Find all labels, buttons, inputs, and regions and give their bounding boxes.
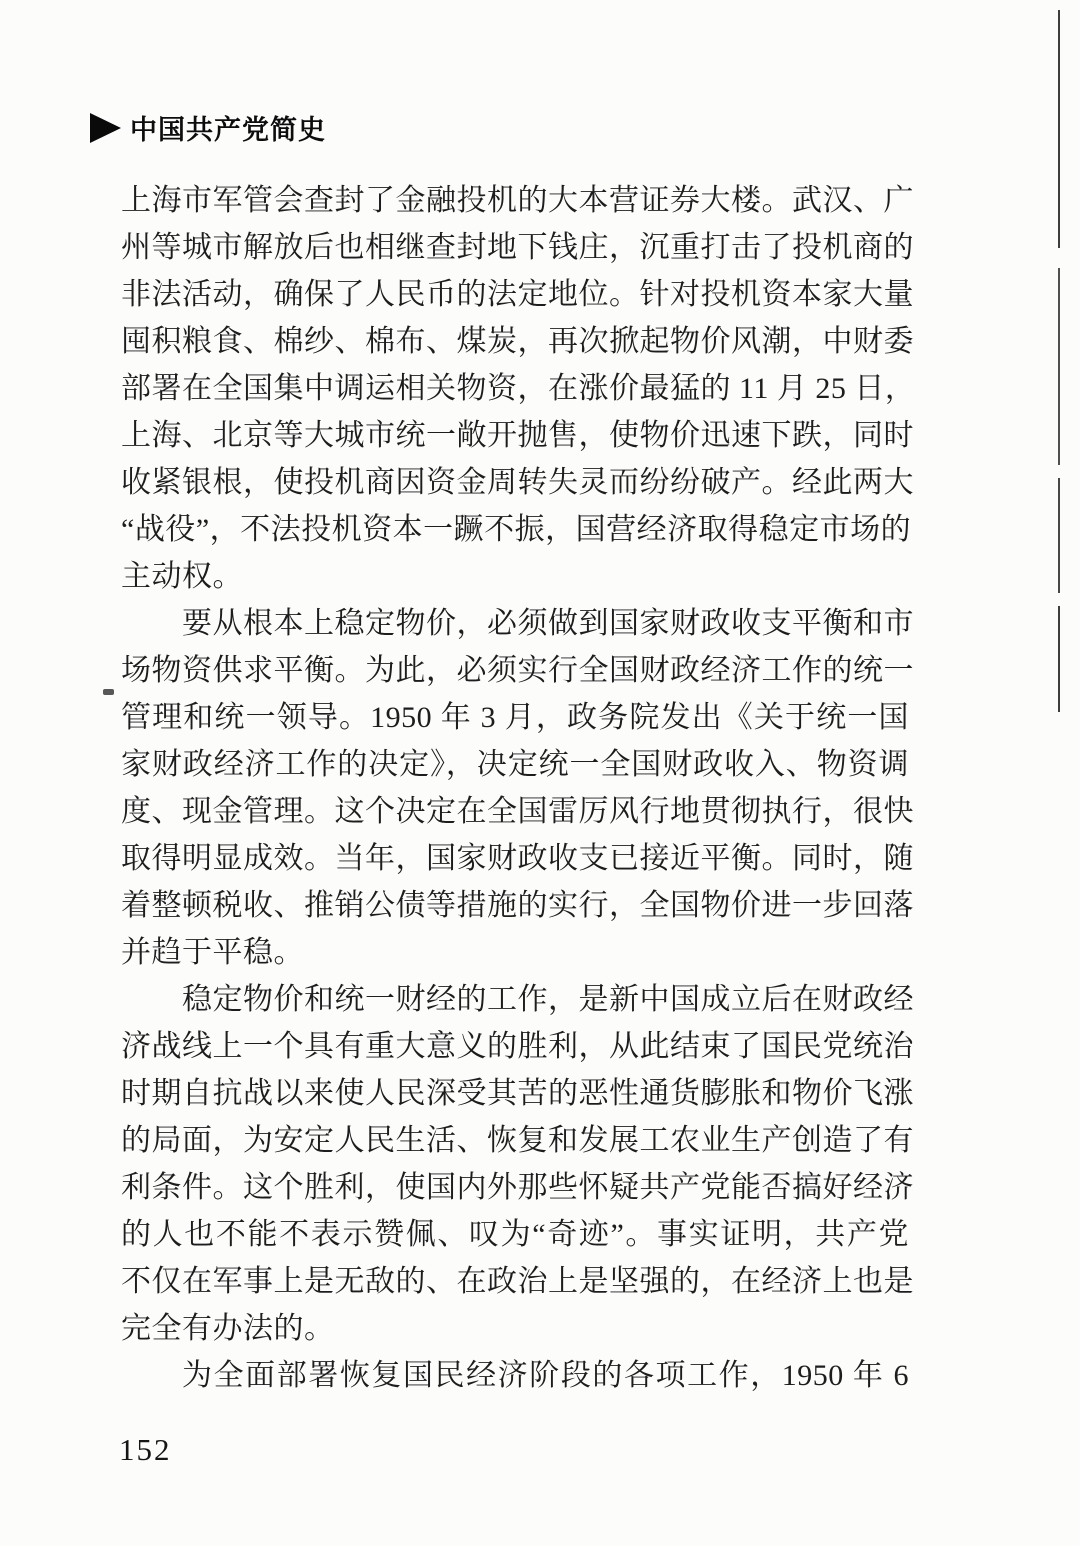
header-title: 中国共产党简史 (130, 115, 326, 145)
page-number: 152 (119, 1432, 172, 1467)
text-line: 度、现金管理。这个决定在全国雷厉风行地贯彻执行，很快 (121, 795, 914, 828)
text-line: 着整顿税收、推销公债等措施的实行，全国物价进一步回落 (121, 889, 914, 922)
text-line: 并趋于平稳。 (121, 936, 304, 969)
text-line: 收紧银根，使投机商因资金周转失灵而纷纷破产。经此两大 (121, 466, 914, 499)
text-line: 上海市军管会查封了金融投机的大本营证券大楼。武汉、广 (121, 184, 914, 217)
text-line: 完全有办法的。 (121, 1312, 335, 1345)
scan-artifact-smudge (103, 689, 114, 695)
page-header (90, 108, 326, 147)
text-line: 主动权。 (121, 560, 243, 593)
text-line: 利条件。这个胜利，使国内外那些怀疑共产党能否搞好经济 (121, 1171, 914, 1204)
text-line: 取得明显成效。当年，国家财政收支已接近平衡。同时，随 (121, 842, 914, 875)
scan-artifact-vertical-line (1058, 478, 1060, 593)
text-line: 的人也不能不表示赞佩、叹为“奇迹”。事实证明，共产党 (121, 1218, 909, 1251)
text-line: 囤积粮食、棉纱、棉布、煤炭，再次掀起物价风潮，中财委 (121, 325, 914, 358)
body-text (121, 177, 916, 1399)
text-line: 为全面部署恢复国民经济阶段的各项工作，1950 年 6 (182, 1359, 909, 1392)
text-line: 家财政经济工作的决定》，决定统一全国财政收入、物资调 (121, 748, 909, 781)
text-line: 稳定物价和统一财经的工作，是新中国成立后在财政经 (182, 983, 914, 1016)
text-line: 上海、北京等大城市统一敞开抛售，使物价迅速下跌，同时 (121, 419, 914, 452)
text-line: 要从根本上稳定物价，必须做到国家财政收支平衡和市 (182, 607, 914, 640)
text-line: 济战线上一个具有重大意义的胜利，从此结束了国民党统治 (121, 1030, 914, 1063)
text-line: 场物资供求平衡。为此，必须实行全国财政经济工作的统一 (121, 654, 914, 687)
text-line: “战役”，不法投机资本一蹶不振，国营经济取得稳定市场的 (121, 513, 912, 546)
right-triangle-icon (90, 113, 121, 143)
scan-artifact-vertical-line (1058, 268, 1060, 465)
scan-artifact-vertical-line (1058, 606, 1060, 712)
text-line: 的局面，为安定人民生活、恢复和发展工农业生产创造了有 (121, 1124, 914, 1157)
text-line: 部署在全国集中调运相关物资，在涨价最猛的 11 月 25 日， (121, 372, 916, 405)
text-line: 管理和统一领导。1950 年 3 月，政务院发出《关于统一国 (121, 701, 909, 734)
text-line: 不仅在军事上是无敌的、在政治上是坚强的，在经济上也是 (121, 1265, 914, 1298)
text-line: 州等城市解放后也相继查封地下钱庄，沉重打击了投机商的 (121, 231, 914, 264)
text-line: 时期自抗战以来使人民深受其苦的恶性通货膨胀和物价飞涨 (121, 1077, 914, 1110)
text-line: 非法活动，确保了人民币的法定地位。针对投机资本家大量 (121, 278, 914, 311)
scan-artifact-vertical-line (1058, 10, 1060, 248)
